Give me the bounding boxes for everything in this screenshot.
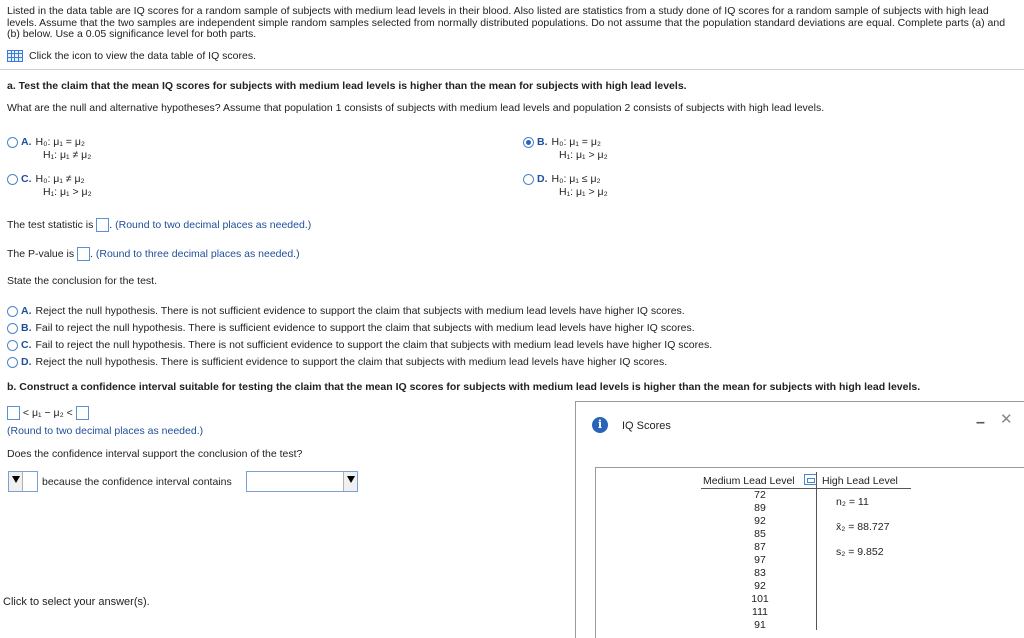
conclusion-option-d[interactable]: D. Reject the null hypothesis. There is sufficient evidence to support the claim that subjects with medium lead levels have higher IQ scores. <box>7 356 667 368</box>
medium-value: 97 <box>754 554 766 566</box>
medium-value: 92 <box>754 580 766 592</box>
medium-value: 85 <box>754 528 766 540</box>
data-table-link[interactable] <box>7 50 256 62</box>
medium-value: 91 <box>754 619 766 631</box>
col-header-medium: Medium Lead Level <box>703 475 795 487</box>
high-mean-stat: x̄₂ = 88.727 <box>836 521 890 533</box>
ci-lower-input[interactable] <box>7 406 20 420</box>
contains-dropdown[interactable] <box>246 471 358 492</box>
ci-upper-input[interactable] <box>76 406 89 420</box>
radio-button[interactable] <box>7 340 18 351</box>
col-header-high: High Lead Level <box>822 475 898 487</box>
contains-dropdown-wrap <box>246 471 358 492</box>
hyp-option-d[interactable]: D. H₀: μ₁ ≤ μ₂ H₁: μ₁ > μ₂ <box>523 173 608 199</box>
radio-button[interactable] <box>7 174 18 185</box>
high-n-stat: n₂ = 11 <box>836 496 869 508</box>
close-icon[interactable]: ✕ <box>1000 411 1013 428</box>
medium-value: 92 <box>754 515 766 527</box>
conclusion-prompt: State the conclusion for the test. <box>7 275 158 287</box>
problem-intro: Listed in the data table are IQ scores for a random sample of subjects with medium lead levels in their blood. Also listed are statistics from a study done of IQ scores for a random sample of subjects with high lead levels. Assume that the two samples are independent simple random samples selected from normally distributed populations. Do not assume that the population standard deviations are equal. Complete parts (a) and (b) below. Use a 0.05 significance level for both parts. <box>7 5 1006 40</box>
conclusion-option-a[interactable]: A. Reject the null hypothesis. There is not sufficient evidence to support the claim that subjects with medium lead levels have higher IQ scores. <box>7 305 685 317</box>
radio-button[interactable] <box>7 137 18 148</box>
data-table-icon[interactable] <box>7 50 23 62</box>
medium-value: 87 <box>754 541 766 553</box>
support-dropdown[interactable] <box>8 471 38 492</box>
because-text: because the confidence interval contains <box>42 476 232 488</box>
data-table-link-text[interactable]: Click the icon to view the data table of IQ scores. <box>29 50 257 62</box>
divider <box>0 69 1024 70</box>
medium-value: 72 <box>754 489 766 501</box>
radio-button-selected[interactable] <box>523 137 534 148</box>
popup-title: IQ Scores <box>622 420 671 432</box>
conclusion-option-c[interactable]: C. Fail to reject the null hypothesis. There is not sufficient evidence to support the claim that subjects with medium lead levels have higher IQ scores. <box>7 339 712 351</box>
hyp-option-c[interactable]: C. H₀: μ₁ ≠ μ₂ H₁: μ₁ > μ₂ <box>7 173 92 199</box>
confidence-interval-row: < μ₁ − μ₂ < <box>7 406 89 420</box>
chevron-down-icon <box>347 476 355 483</box>
part-a-prompt: a. Test the claim that the mean IQ scores for subjects with medium lead levels is higher than the mean for subjects with high lead levels. <box>7 80 687 92</box>
hyp-option-b[interactable]: B. H₀: μ₁ = μ₂ H₁: μ₁ > μ₂ <box>523 136 608 162</box>
test-statistic-row: The test statistic is . (Round to two decimal places as needed.) <box>7 218 312 231</box>
test-statistic-input[interactable] <box>96 218 109 232</box>
footer-instruction: Click to select your answer(s). <box>3 596 150 608</box>
support-question: Does the confidence interval support the conclusion of the test? <box>7 448 303 460</box>
chevron-down-icon <box>12 476 20 483</box>
pvalue-row: The P-value is . (Round to three decimal places as needed.) <box>7 247 300 260</box>
minimize-icon[interactable]: – <box>976 414 985 431</box>
radio-button[interactable] <box>523 174 534 185</box>
radio-button[interactable] <box>7 357 18 368</box>
ci-hint: (Round to two decimal places as needed.) <box>7 425 204 437</box>
info-icon: i <box>592 417 608 433</box>
medium-value: 89 <box>754 502 766 514</box>
conclusion-option-b[interactable]: B. Fail to reject the null hypothesis. There is sufficient evidence to support the claim that subjects with medium lead levels have higher IQ scores. <box>7 322 695 334</box>
high-sd-stat: s₂ = 9.852 <box>836 546 884 558</box>
medium-value: 83 <box>754 567 766 579</box>
part-b-prompt: b. Construct a confidence interval suitable for testing the claim that the mean IQ scores for subjects with medium lead levels is higher than the mean for subjects with high lead levels. <box>7 381 921 393</box>
medium-value: 101 <box>751 593 769 605</box>
hyp-option-a[interactable]: A. H₀: μ₁ = μ₂ H₁: μ₁ ≠ μ₂ <box>7 136 91 162</box>
medium-value: 111 <box>752 606 768 618</box>
hypotheses-question: What are the null and alternative hypotheses? Assume that population 1 consists of subjects with medium lead levels and population 2 consists of subjects with high lead levels. <box>7 102 825 114</box>
pvalue-input[interactable] <box>77 247 90 261</box>
radio-button[interactable] <box>7 323 18 334</box>
radio-button[interactable] <box>7 306 18 317</box>
ci-support-row <box>8 471 38 492</box>
